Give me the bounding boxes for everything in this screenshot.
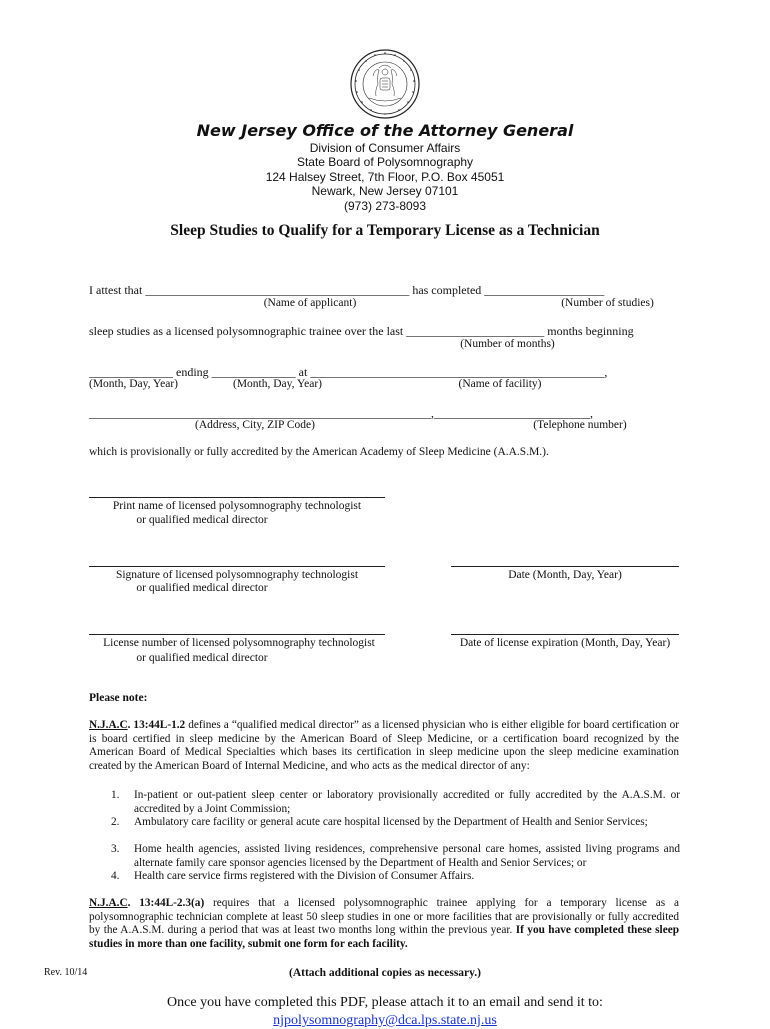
division-name: Division of Consumer Affairs (309, 141, 461, 155)
license-number-line[interactable] (89, 634, 385, 635)
nj-state-seal-icon (349, 48, 421, 120)
license-expiration-line[interactable] (451, 634, 679, 635)
attest-line-dates-facility[interactable]: ______________ ending ______________ at _________________________________________________, (89, 365, 608, 379)
rule-2-number: . 13:44L-2.3(a) (127, 897, 205, 909)
date-caption: Date (Month, Day, Year) (508, 569, 622, 581)
attest-line-applicant[interactable]: I attest that ____________________________________________ has completed ____________________ (89, 283, 605, 297)
date-line[interactable] (451, 566, 679, 567)
note-heading: Please note: (89, 692, 148, 704)
facility-name-caption: (Name of facility) (458, 378, 542, 390)
list-item-number: 2. (111, 816, 120, 828)
list-item: Health care service firms registered with the Division of Consumer Affairs. (134, 870, 475, 882)
signature-caption: Signature of licensed polysomnography technologist (115, 569, 359, 581)
print-name-caption-2: or qualified medical director (136, 514, 268, 526)
telephone-caption: (Telephone number) (533, 419, 627, 431)
number-of-studies-caption: (Number of studies) (561, 297, 654, 309)
rule-2-paragraph (89, 897, 679, 951)
print-name-line[interactable] (89, 497, 385, 498)
license-number-caption-2: or qualified medical director (136, 652, 268, 664)
list-item-number: 4. (111, 870, 120, 882)
attach-copies-note: (Attach additional copies as necessary.) (289, 967, 481, 979)
print-name-caption: Print name of licensed polysomnography technologist (112, 500, 362, 512)
list-item-number: 3. (111, 843, 120, 855)
revision-label: Rev. 10/14 (44, 967, 88, 978)
list-item: In-patient or out-patient sleep center or laboratory provisionally accredited or fully accredited by the A.A.S.M. or accredited by a Joint Commission; (134, 789, 680, 815)
signature-caption-2: or qualified medical director (136, 582, 268, 594)
attest-line-months[interactable]: sleep studies as a licensed polysomnographic trainee over the last _______________________ months beginning (89, 324, 634, 338)
submission-instructions: Once you have completed this PDF, please attach it to an email and send it to: (167, 995, 603, 1010)
rule-1-citation: N.J.A.C (89, 719, 128, 731)
city-address: Newark, New Jersey 07101 (311, 184, 459, 198)
office-title: New Jersey Office of the Attorney General (196, 121, 574, 140)
license-number-caption: License number of licensed polysomnography technologist (103, 637, 375, 649)
applicant-name-caption: (Name of applicant) (263, 297, 357, 309)
start-date-caption: (Month, Day, Year) (89, 378, 179, 390)
signature-line[interactable] (89, 566, 385, 567)
board-name: State Board of Polysomnography (296, 155, 474, 169)
list-item: Home health agencies, assisted living residences, comprehensive personal care homes, assisted living programs and alternate family care sponsor agencies licensed by the Department of Health and Senior Services; or (134, 843, 680, 869)
rule-1-text: defines a “qualified medical director” as a licensed physician who is either eligible for board certification or is board certified in sleep medicine by the American Board of Sleep Medicine, or a certification board recognized by the American Board of Medical Specialties which bases its certification in sleep medicine upon the sleep medicine examination created by the American Board of Internal Medicine, and who acts as the medical director of any: (89, 719, 679, 772)
submission-email-link[interactable]: njpolysomnography@dca.lps.state.nj.us (273, 1013, 497, 1028)
address-caption: (Address, City, ZIP Code) (195, 419, 315, 431)
rule-2-bold-instruction: If you have completed these sleep studies in more than one facility, submit one form for each facility. (89, 924, 680, 950)
license-expiration-caption: Date of license expiration (Month, Day, Year) (459, 637, 671, 649)
list-item-number: 1. (111, 789, 120, 801)
street-address: 124 Halsey Street, 7th Floor, P.O. Box 45051 (265, 170, 505, 184)
rule-2-text: requires that a licensed polysomnographic trainee applying for a temporary license as a polysomnographic technician complete at least 50 sleep studies in one or more facilities that are provisionally or fully accredited by the A.A.S.M. during a period that was at least two months long within the previous year. (89, 897, 679, 936)
phone-number: (973) 273-8093 (343, 199, 427, 213)
form-title: Sleep Studies to Qualify for a Temporary License as a Technician (170, 222, 600, 239)
rule-2-citation: N.J.A.C (89, 897, 128, 909)
number-of-months-caption: (Number of months) (460, 338, 555, 350)
accreditation-statement: which is provisionally or fully accredited by the American Academy of Sleep Medicine (A.A.S.M.). (89, 446, 549, 458)
rule-1-paragraph (89, 719, 679, 773)
end-date-caption: (Month, Day, Year) (232, 378, 322, 390)
rule-1-number: . 13:44L-1.2 (127, 719, 186, 731)
list-item: Ambulatory care facility or general acute care hospital licensed by the Department of Health and Senior Services; (134, 816, 648, 828)
attest-line-address-phone[interactable]: _________________________________________________________,__________________________, (89, 406, 593, 420)
